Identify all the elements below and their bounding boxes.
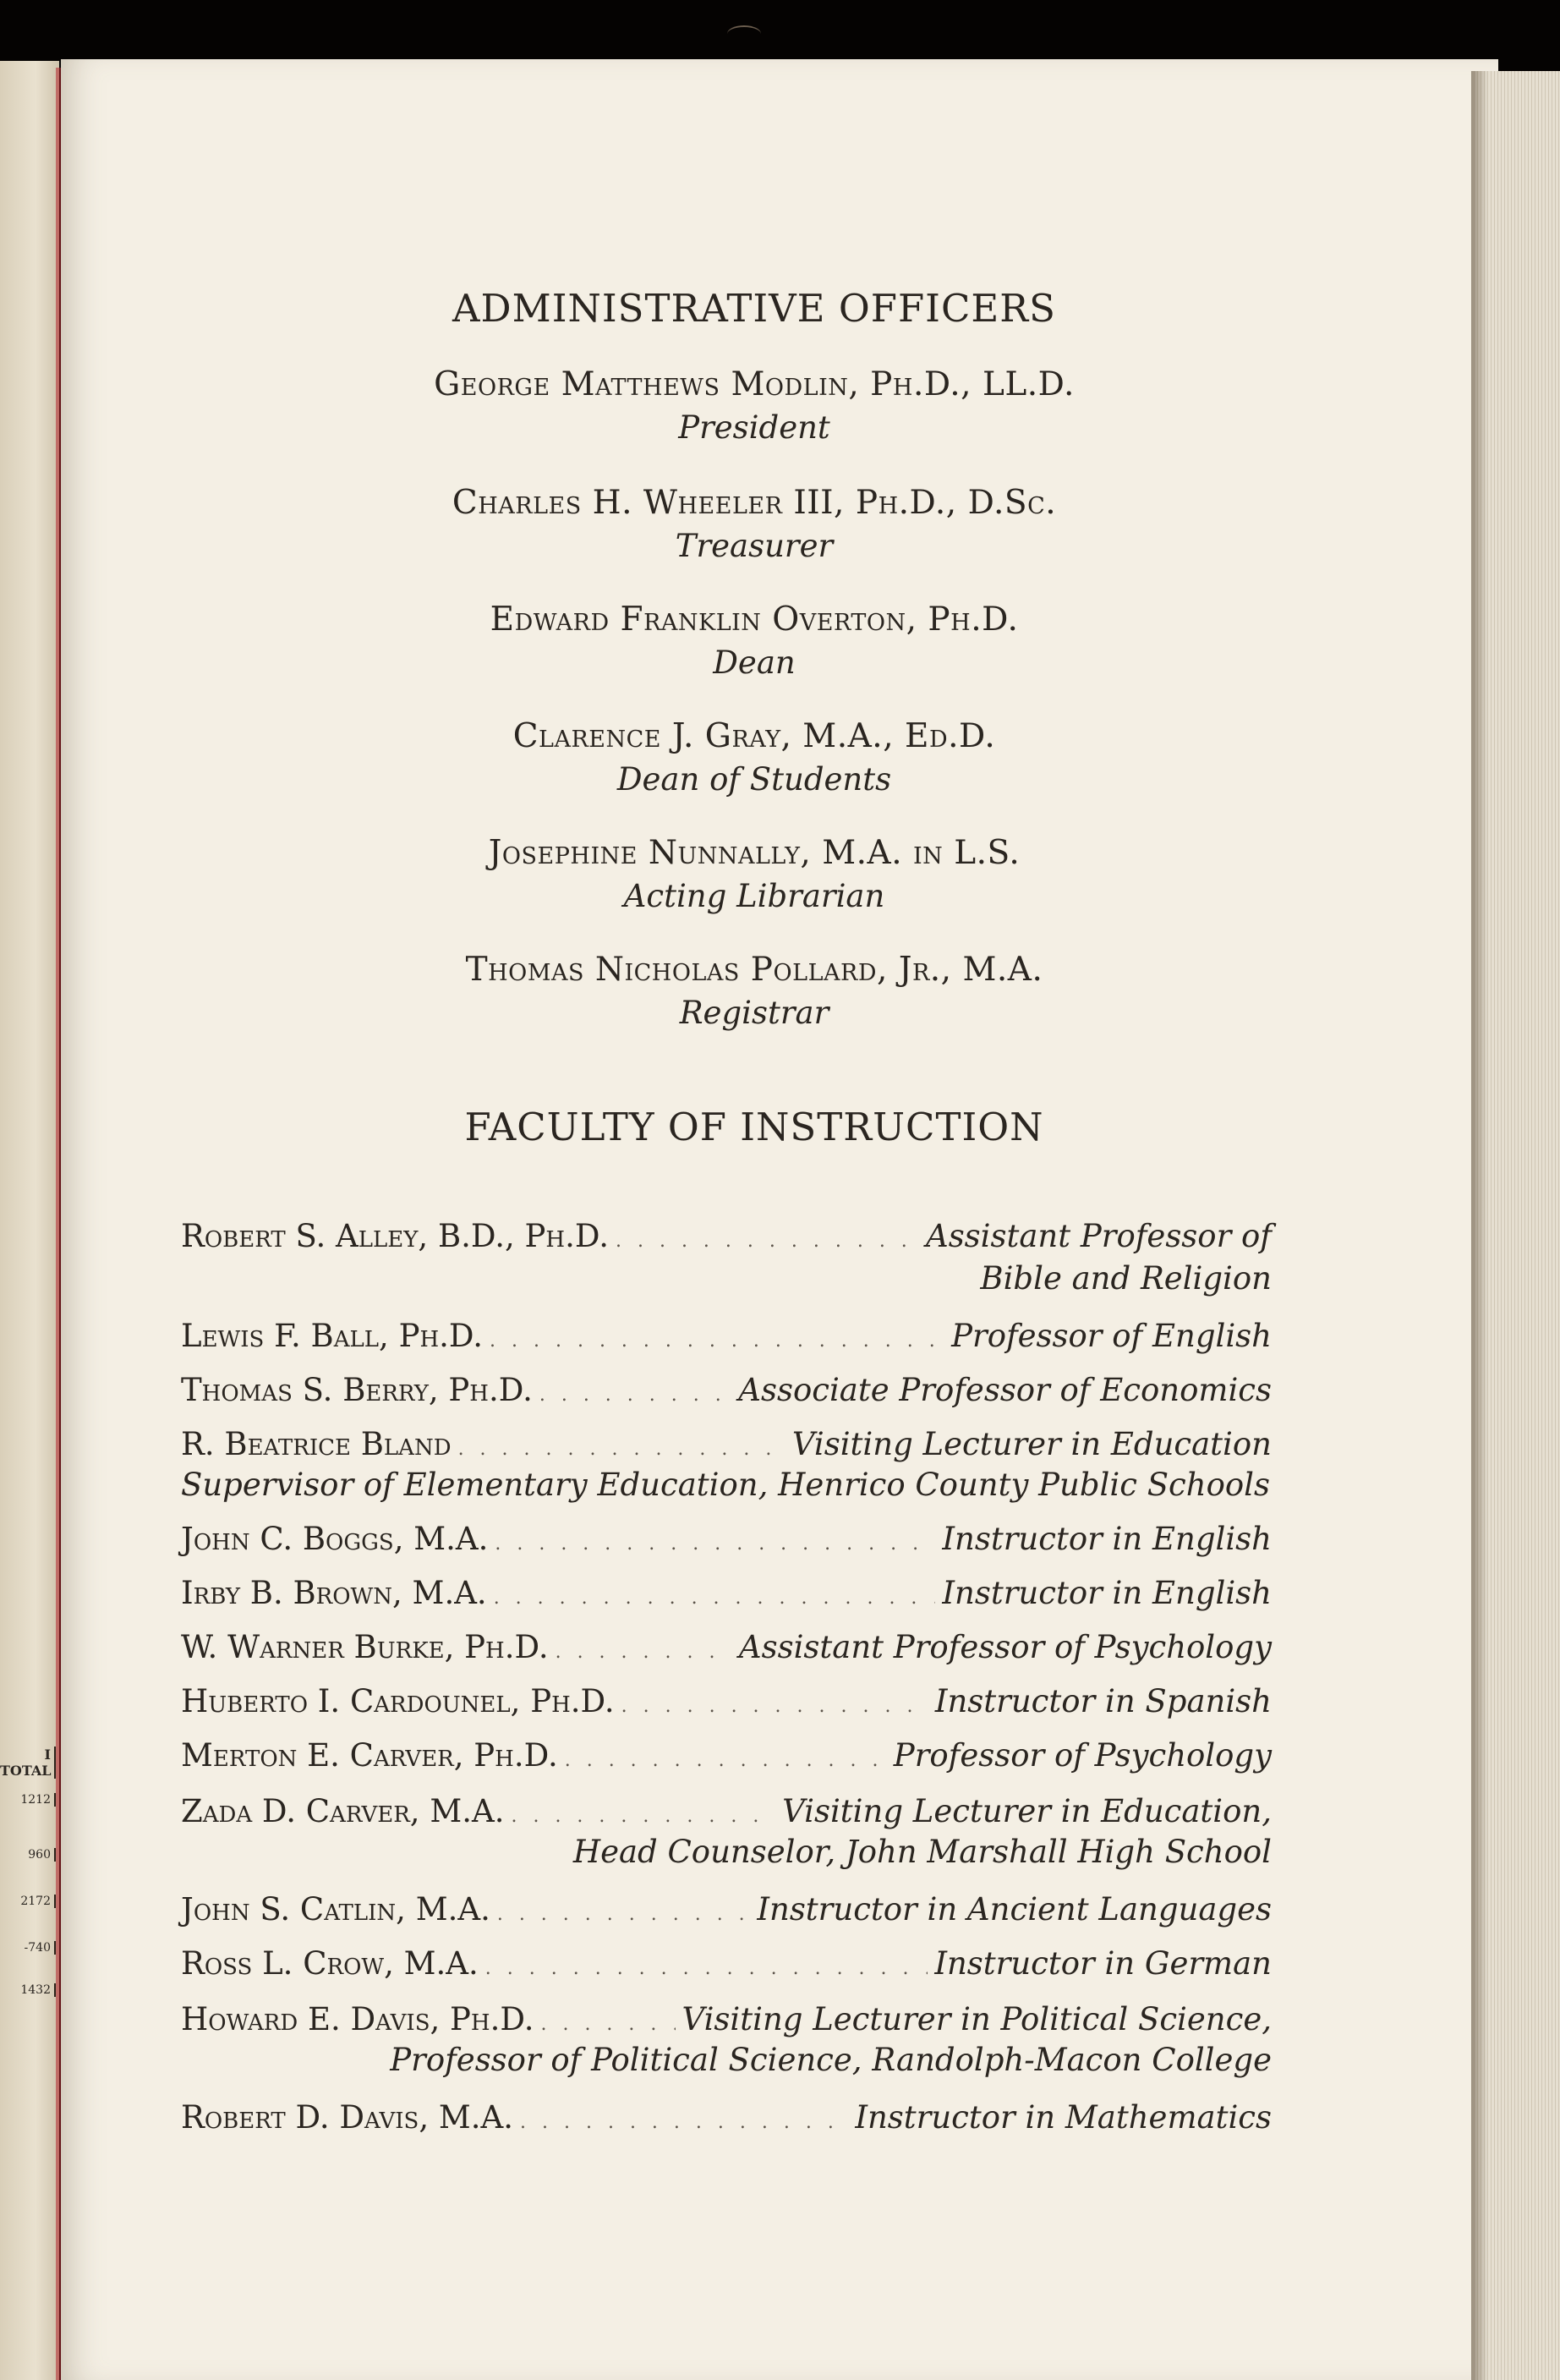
faculty-row: [181, 1793, 1272, 1829]
prev-table-value: -740: [0, 1941, 56, 1955]
officer-title: Dean: [713, 644, 796, 681]
faculty-row: [181, 1629, 1272, 1665]
faculty-row: [181, 1737, 1272, 1774]
faculty-name: Howard E. Davis, Ph.D.: [181, 2001, 534, 2037]
prev-table-value: 1432: [0, 1983, 56, 1997]
dot-leader: [494, 1588, 936, 1609]
faculty-role: Professor of Psychology: [893, 1737, 1272, 1774]
faculty-row: [181, 1521, 1272, 1557]
faculty-name: Merton E. Carver, Ph.D.: [181, 1737, 558, 1774]
faculty-name: Thomas S. Berry, Ph.D.: [181, 1372, 533, 1408]
faculty-row: [181, 2099, 1272, 2136]
faculty-row: [181, 2001, 1272, 2037]
officer-title: Treasurer: [675, 528, 834, 564]
officer-title: Acting Librarian: [623, 878, 885, 914]
faculty-role: Visiting Lecturer in Education,: [782, 1793, 1272, 1829]
document-page: [61, 59, 1498, 2380]
faculty-name: R. Beatrice Bland: [181, 1426, 452, 1462]
faculty-row: [181, 1683, 1272, 1719]
dot-leader: [495, 1533, 935, 1555]
faculty-role: Associate Professor of Economics: [738, 1372, 1272, 1408]
faculty-role: Instructor in German: [934, 1945, 1272, 1982]
faculty-role: Instructor in Ancient Languages: [757, 1891, 1272, 1928]
officer-name: George Matthews Modlin, Ph.D., LL.D.: [434, 365, 1075, 403]
dot-leader: [497, 1904, 751, 1925]
faculty-row: [181, 1575, 1272, 1611]
faculty-role: Instructor in Spanish: [934, 1683, 1272, 1719]
faculty-role: Instructor in English: [942, 1521, 1272, 1557]
officer-title: Dean of Students: [616, 761, 892, 798]
faculty-name: John C. Boggs, M.A.: [181, 1521, 489, 1557]
faculty-role: Visiting Lecturer in Education: [791, 1426, 1272, 1462]
faculty-role: Visiting Lecturer in Political Science,: [681, 2001, 1272, 2037]
dot-leader: [621, 1696, 928, 1717]
faculty-row: [181, 1891, 1272, 1928]
prev-table-value: 1212: [0, 1793, 56, 1807]
faculty-row: [181, 1945, 1272, 1982]
dot-leader: [616, 1231, 919, 1252]
officer-name: Josephine Nunnally, M.A. in L.S.: [488, 834, 1021, 872]
prev-table-value: 2172: [0, 1895, 56, 1908]
dot-leader: [565, 1750, 887, 1771]
top-margin-mark: [727, 25, 761, 42]
dot-leader: [540, 2014, 675, 2035]
faculty-row: [181, 1372, 1272, 1408]
dot-leader: [485, 1958, 928, 1979]
officer-name: Thomas Nicholas Pollard, Jr., M.A.: [465, 951, 1043, 989]
officer-name: Charles H. Wheeler III, Ph.D., D.Sc.: [452, 484, 1057, 522]
administrative-officers-heading: ADMINISTRATIVE OFFICERS: [452, 286, 1056, 331]
faculty-role: Instructor in Mathematics: [855, 2099, 1272, 2136]
faculty-row: [181, 1426, 1272, 1462]
dot-leader: [490, 1330, 944, 1352]
officer-name: Clarence J. Gray, M.A., Ed.D.: [512, 717, 996, 755]
dot-leader: [556, 1642, 732, 1663]
faculty-row: [181, 1318, 1272, 1354]
faculty-name: W. Warner Burke, Ph.D.: [181, 1629, 549, 1665]
faculty-name: John S. Catlin, M.A.: [181, 1891, 490, 1928]
prev-table-header: I TOTAL: [0, 1747, 56, 1779]
page-stack-shadow: [1471, 71, 1488, 2380]
officer-name: Edward Franklin Overton, Ph.D.: [490, 600, 1019, 639]
faculty-name: Lewis F. Ball, Ph.D.: [181, 1318, 484, 1354]
faculty-name: Robert S. Alley, B.D., Ph.D.: [181, 1218, 609, 1254]
dot-leader: [520, 2112, 848, 2133]
dot-leader: [511, 1806, 775, 1827]
faculty-role-continuation: Professor of Political Science, Randolph-Macon College: [390, 2042, 1272, 2078]
faculty-row: [181, 1218, 1272, 1254]
faculty-name: Irby B. Brown, M.A.: [181, 1575, 487, 1611]
faculty-role: Assistant Professor of Psychology: [738, 1629, 1272, 1665]
dot-leader: [539, 1385, 731, 1406]
dot-leader: [458, 1439, 785, 1460]
faculty-role: Assistant Professor of: [925, 1218, 1272, 1254]
faculty-of-instruction-heading: FACULTY OF INSTRUCTION: [464, 1105, 1044, 1149]
faculty-name: Huberto I. Cardounel, Ph.D.: [181, 1683, 615, 1719]
officer-title: Registrar: [679, 995, 829, 1031]
previous-page-edge: [0, 61, 59, 2380]
faculty-role: Instructor in English: [942, 1575, 1272, 1611]
faculty-name: Robert D. Davis, M.A.: [181, 2099, 514, 2136]
faculty-name: Ross L. Crow, M.A.: [181, 1945, 479, 1982]
faculty-role-continuation: Head Counselor, John Marshall High School: [572, 1834, 1272, 1870]
prev-table-value: 960: [0, 1848, 56, 1862]
officer-title: President: [678, 409, 830, 446]
faculty-role: Professor of English: [951, 1318, 1272, 1354]
faculty-role-continuation: Bible and Religion: [980, 1260, 1272, 1297]
faculty-role-continuation: Supervisor of Elementary Education, Henrico County Public Schools: [181, 1467, 1270, 1503]
page-content: [61, 59, 1448, 2380]
faculty-name: Zada D. Carver, M.A.: [181, 1793, 505, 1829]
